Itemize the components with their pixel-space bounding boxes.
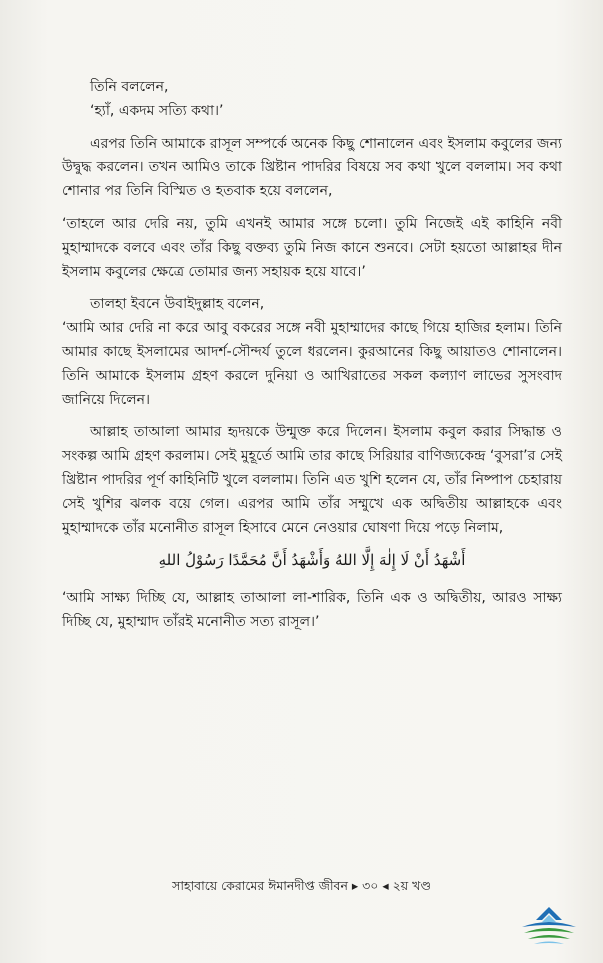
- text-line: ‘আমি আর দেরি না করে আবু বকরের সঙ্গে নবী মুহাম্মাদের কাছে গিয়ে হাজির হলাম। তিনি আমার কাছে ইসলামের আদর্শ-সৌন্দর্য তুলে ধরলেন। কুরআনের কিছু আয়াতও শোনালেন। তিনি আমাকে ইসলাম গ্রহণ করলে দুনিয়া ও আখিরাতের সকল কল্যাণ লাভের সুসংবাদ জানিয়ে দিলেন।: [62, 320, 562, 408]
- text-line: তালহা ইবনে উবাইদুল্লাহ বলেন,: [90, 296, 265, 313]
- page-footer: সাহাবায়ে কেরামের ঈমানদীপ্ত জীবন ▸ ৩০ ◂ ২য় খণ্ড: [172, 878, 431, 893]
- paragraph-2: এরপর তিনি আমাকে রাসূল সম্পর্কে অনেক কিছু শোনালেন এবং ইসলাম কবুলের জন্য উদ্বুদ্ধ করলেন। তখন আমিও তাকে খ্রিষ্টান পাদরির বিষয়ে সব কথা খুলে বললাম। সব কথা শোনার পর তিনি বিস্মিত ও হতবাক হয়ে বললেন,: [62, 135, 562, 200]
- publisher-logo-icon: [518, 903, 580, 949]
- paragraph-5: আল্লাহ তাআলা আমার হৃদয়কে উন্মুক্ত করে দিলেন। ইসলাম কবুল করার সিদ্ধান্ত ও সংকল্প আমি গ্রহণ করলাম। সেই মুহূর্তে আমি তার কাছে সিরিয়ার বাণিজ্যকেন্দ্র ‘বুসরা’র সেই খ্রিষ্টান পাদরির পূর্ণ কাহিনিটি খুলে বললাম। তিনি এত খুশি হলেন যে, তাঁর নিষ্পাপ চেহারায় সেই খুশির ঝলক বয়ে গেল। এরপর আমি তাঁর সম্মুখে এক অদ্বিতীয় আল্লাহকে এবং মুহাম্মাদকে তাঁর মনোনীত রাসূল হিসাবে মেনে নেওয়ার ঘোষণা দিয়ে পড়ে নিলাম,: [62, 424, 562, 536]
- paragraph-3: ‘তাহলে আর দেরি নয়, তুমি এখনই আমার সঙ্গে চলো। তুমি নিজেই এই কাহিনি নবী মুহাম্মাদকে বলবে এবং তাঁর কিছু বক্তব্য তুমি নিজ কানে শুনবে। সেটা হয়তো আল্লাহর দীন ইসলাম কবুলের ক্ষেত্রে তোমার জন্য সহায়ক হয়ে যাবে।’: [62, 215, 562, 280]
- arabic-shahada: أَشْهَدُ أَنْ لَا إِلٰهَ إِلَّا اللهُ وَأَشْهَدُ أَنَّ مُحَمَّدًا رَسُوْلُ اللهِ: [158, 551, 466, 570]
- text-line: তিনি বললেন,: [90, 79, 169, 95]
- paragraph-4: [62, 293, 562, 412]
- text-line: ‘হ্যাঁ, একদম সত্যি কথা।’: [90, 102, 224, 119]
- closing-paragraph: ‘আমি সাক্ষ্য দিচ্ছি যে, আল্লাহ তাআলা লা-শারিক, তিনি এক ও অদ্বিতীয়, আরও সাক্ষ্য দিচ্ছি যে, মুহাম্মাদ তাঁরই মনোনীত সত্য রাসূল।’: [62, 590, 562, 630]
- paragraph-1: [62, 76, 562, 124]
- page-body: [62, 76, 562, 635]
